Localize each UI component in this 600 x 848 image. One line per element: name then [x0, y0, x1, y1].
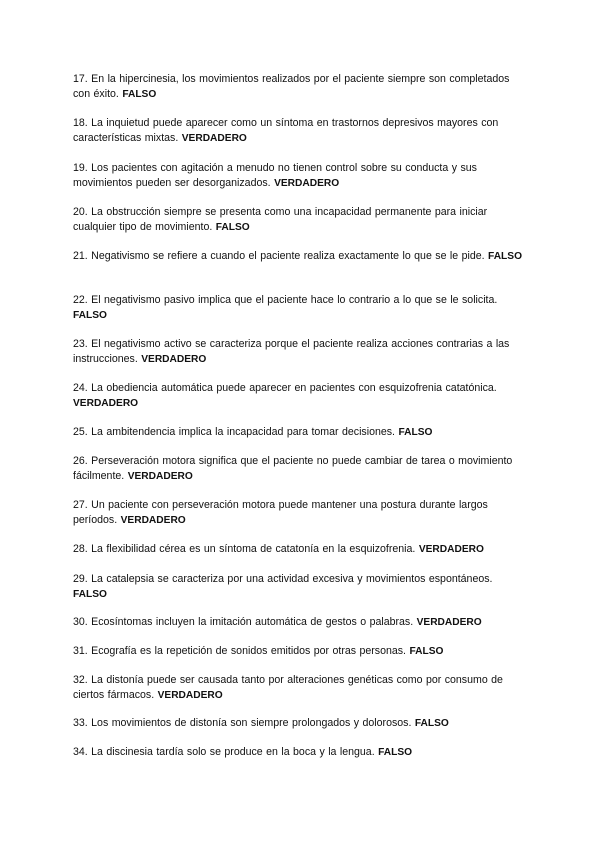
answer-label: VERDADERO	[274, 177, 340, 189]
statement-text: 25. La ambitendencia implica la incapacidad para tomar decisiones.	[73, 426, 395, 438]
answer-label: VERDADERO	[141, 353, 207, 365]
answer-label: VERDADERO	[181, 132, 247, 144]
statement-text: 22. El negativismo pasivo implica que el paciente hace lo contrario a lo que se le solicita.	[73, 294, 498, 306]
statement-text: 27. Un paciente con perseveración motora puede mantener una postura durante largos períodos.	[73, 499, 488, 526]
statement-item	[73, 249, 528, 265]
statement-text: 17. En la hipercinesia, los movimientos realizados por el paciente siempre son completados con éxito.	[73, 73, 510, 100]
statement-item	[73, 716, 528, 732]
statement-item	[73, 293, 528, 323]
statement-item	[73, 498, 528, 528]
statement-text: 24. La obediencia automática puede aparecer en pacientes con esquizofrenia catatónica.	[73, 382, 497, 394]
statement-text: 28. La flexibilidad cérea es un síntoma de catatonía en la esquizofrenia.	[73, 543, 416, 555]
statement-item	[73, 673, 528, 703]
statement-item	[73, 615, 528, 631]
answer-label: FALSO	[122, 88, 157, 100]
statement-text: 33. Los movimientos de distonía son siempre prolongados y dolorosos.	[73, 717, 412, 729]
answer-label: FALSO	[398, 427, 433, 438]
answer-label: VERDADERO	[416, 617, 482, 628]
statement-text: 20. La obstrucción siempre se presenta como una incapacidad permanente para iniciar cualquier tipo de movimiento.	[73, 206, 488, 233]
statement-item	[73, 337, 528, 367]
answer-label: VERDADERO	[418, 544, 484, 555]
statement-item	[73, 572, 528, 602]
statement-item	[73, 205, 528, 235]
answer-label: VERDADERO	[73, 397, 139, 409]
statement-text: 32. La distonía puede ser causada tanto por alteraciones genéticas como por consumo de ciertos fármacos.	[73, 674, 503, 701]
answer-label: FALSO	[215, 221, 250, 233]
answer-label: FALSO	[73, 588, 107, 600]
answer-label: FALSO	[488, 251, 522, 262]
answer-label: FALSO	[409, 646, 444, 657]
statement-item	[73, 454, 528, 484]
statement-item	[73, 381, 528, 411]
statement-item	[73, 542, 528, 558]
statement-text: 30. Ecosíntomas incluyen la imitación automática de gestos o palabras.	[73, 616, 414, 628]
answer-label: FALSO	[414, 718, 449, 729]
statement-item	[73, 745, 528, 761]
statement-item	[73, 161, 528, 191]
statement-item	[73, 116, 528, 146]
statement-text: 29. La catalepsia se caracteriza por una actividad excesiva y movimientos espontáneos.	[73, 573, 493, 585]
statement-text: 18. La inquietud puede aparecer como un síntoma en trastornos depresivos mayores con características mixtas.	[73, 117, 499, 144]
answer-label: FALSO	[378, 747, 413, 758]
statement-text: 34. La discinesia tardía solo se produce en la boca y la lengua.	[73, 746, 375, 758]
statement-item	[73, 425, 528, 441]
statement-text: 26. Perseveración motora significa que el paciente no puede cambiar de tarea o movimiento fácilmente.	[73, 455, 513, 482]
answer-label: FALSO	[73, 309, 107, 321]
answer-label: VERDADERO	[120, 514, 186, 526]
answer-label: VERDADERO	[127, 470, 193, 482]
answer-label: VERDADERO	[157, 689, 223, 701]
statement-text: 21. Negativismo se refiere a cuando el paciente realiza exactamente lo que se le pide.	[73, 250, 485, 262]
statement-text: 31. Ecografía es la repetición de sonidos emitidos por otras personas.	[73, 645, 407, 657]
statement-item	[73, 72, 528, 102]
statement-text: 19. Los pacientes con agitación a menudo no tienen control sobre su conducta y sus movimientos pueden ser desorganizados.	[73, 162, 477, 189]
statement-text: 23. El negativismo activo se caracteriza porque el paciente realiza acciones contrarias a las instrucciones.	[73, 338, 510, 365]
statement-item	[73, 644, 528, 660]
